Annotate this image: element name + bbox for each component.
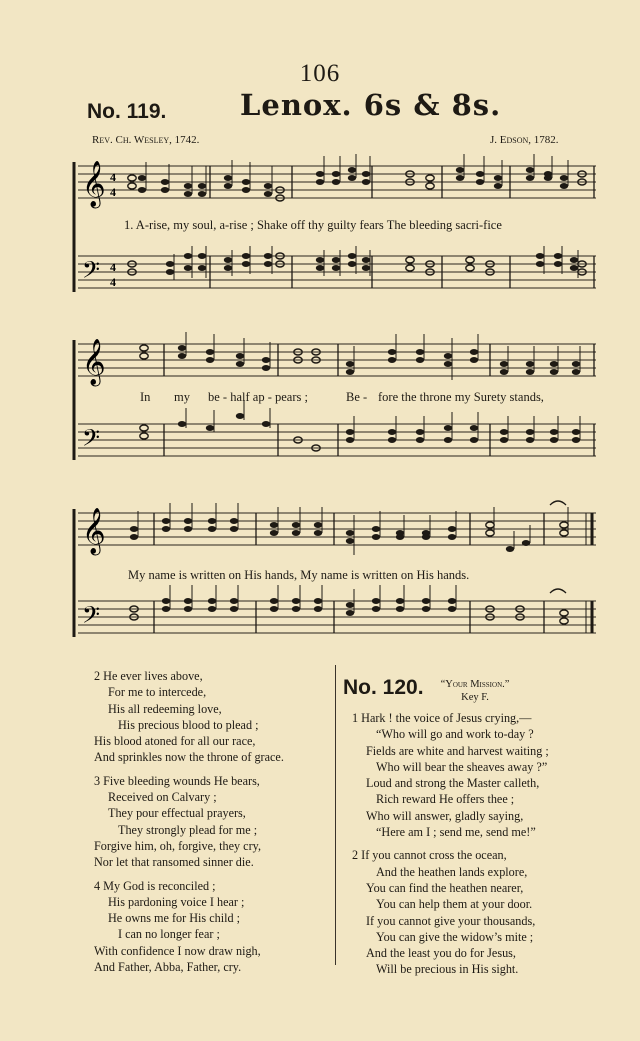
verse-line: They strongly plead for me ; [118, 822, 258, 837]
treble-clef-icon: 𝄞 [82, 339, 106, 385]
bass-clef-icon: 𝄢 [82, 256, 101, 289]
verse-line: You can help them at your door. [376, 897, 533, 912]
verse-line: His all redeeming love, [108, 701, 222, 716]
verse-line: 1 Hark ! the voice of Jesus crying,— [352, 711, 532, 725]
verse-line: Rich reward He offers thee ; [376, 792, 515, 807]
verse-line: 4 My God is reconciled ; [94, 878, 216, 893]
verse-line: And Father, Abba, Father, cry. [94, 960, 242, 975]
hymn-119-title: Lenox. 6s & 8s. [240, 88, 502, 122]
treble-staff [78, 513, 596, 545]
hymn-119-verses [94, 668, 284, 975]
note-stems [138, 503, 568, 613]
lyric-phrase-throne: fore the throne my Surety stands, [378, 390, 544, 404]
verse-line: If you cannot give your thousands, [366, 913, 536, 928]
verse-line: “Who will go and work to-day ? [376, 727, 534, 742]
lyric-line-1: 1. A-rise, my soul, a-rise ; Shake off thy guilty fears The bleeding sacri-fice [124, 218, 502, 232]
verse-line: They pour effectual prayers, [108, 806, 246, 821]
bass-clef-icon: 𝄢 [82, 601, 101, 634]
time-signature: 4 [110, 170, 116, 184]
fermata-icon [550, 589, 566, 593]
svg-text:4: 4 [110, 275, 116, 289]
hymn-120-heading [420, 678, 530, 704]
verse-line: And the least you do for Jesus, [366, 946, 516, 961]
note-stems [146, 154, 578, 280]
composer-text: J. Edson, 1782. [490, 134, 559, 146]
verse-line: With confidence I now draw nigh, [94, 943, 261, 958]
fermata-icon [550, 501, 566, 505]
verse-line: His precious blood to plead ; [118, 717, 259, 732]
verse-line: Who will answer, gladly saying, [366, 808, 524, 823]
verse-line: I can no longer fear ; [118, 927, 220, 942]
verse-line: Forgive him, oh, forgive, they cry, [94, 838, 261, 853]
author-text: Rev. Ch. Wesley, 1742. [92, 134, 200, 146]
hymn-119-composer [490, 134, 559, 146]
verse-line: 2 If you cannot cross the ocean, [352, 848, 507, 863]
verse-line: His pardoning voice I hear ; [108, 894, 245, 909]
verse-line: Who will bear the sheaves away ?” [376, 759, 548, 774]
verse-line: His blood atoned for all our race, [94, 734, 256, 749]
hymn-119-author [92, 134, 199, 146]
treble-staff [78, 344, 596, 376]
verse-line: And sprinkles now the throne of grace. [94, 750, 284, 765]
svg-text:4: 4 [110, 185, 116, 199]
verse-line: Loud and strong the Master calleth, [366, 776, 540, 791]
verse-line: You can give the widow’s mite ; [376, 929, 534, 944]
hymn-120-verses [352, 710, 549, 978]
verse-line: Will be precious in His sight. [376, 962, 519, 977]
verse-line: You can find the heathen nearer, [366, 880, 524, 895]
verse-line: 3 Five bleeding wounds He bears, [94, 773, 260, 788]
verse-line: Fields are white and harvest waiting ; [366, 743, 549, 758]
lyric-line-3: My name is written on His hands, My name is written on His hands. [128, 568, 470, 582]
hymn-120-key: Key F. [461, 692, 489, 703]
verse-line: “Here am I ; send me, send me!” [376, 825, 536, 840]
verse-line: 2 He ever lives above, [94, 669, 203, 683]
lyric-word-in: In [140, 390, 151, 404]
verse-line: Nor let that ransomed sinner die. [94, 855, 254, 870]
verse-line: For me to intercede, [108, 685, 207, 700]
verse-line: He owns me for His child ; [108, 911, 241, 926]
treble-clef-icon: 𝄞 [82, 161, 106, 207]
hymn-120-number: No. 120. [343, 676, 424, 699]
verse-line: Received on Calvary ; [108, 790, 217, 805]
treble-clef-icon: 𝄞 [82, 508, 106, 554]
lyric-word-my: my [174, 390, 190, 404]
page-number: 106 [299, 60, 341, 87]
verse-line: And the heathen lands explore, [376, 864, 528, 879]
hymn-119-number: No. 119. [87, 100, 167, 123]
bass-clef-icon: 𝄢 [82, 424, 101, 457]
bass-staff [78, 424, 596, 456]
lyric-phrase-behalf: be - half ap - pears ; [208, 390, 308, 404]
svg-text:4: 4 [110, 260, 116, 274]
hymn-120-title: “Your Mission.” [440, 679, 510, 690]
column-divider [335, 665, 336, 965]
lyric-word-before: Be - [346, 390, 368, 404]
